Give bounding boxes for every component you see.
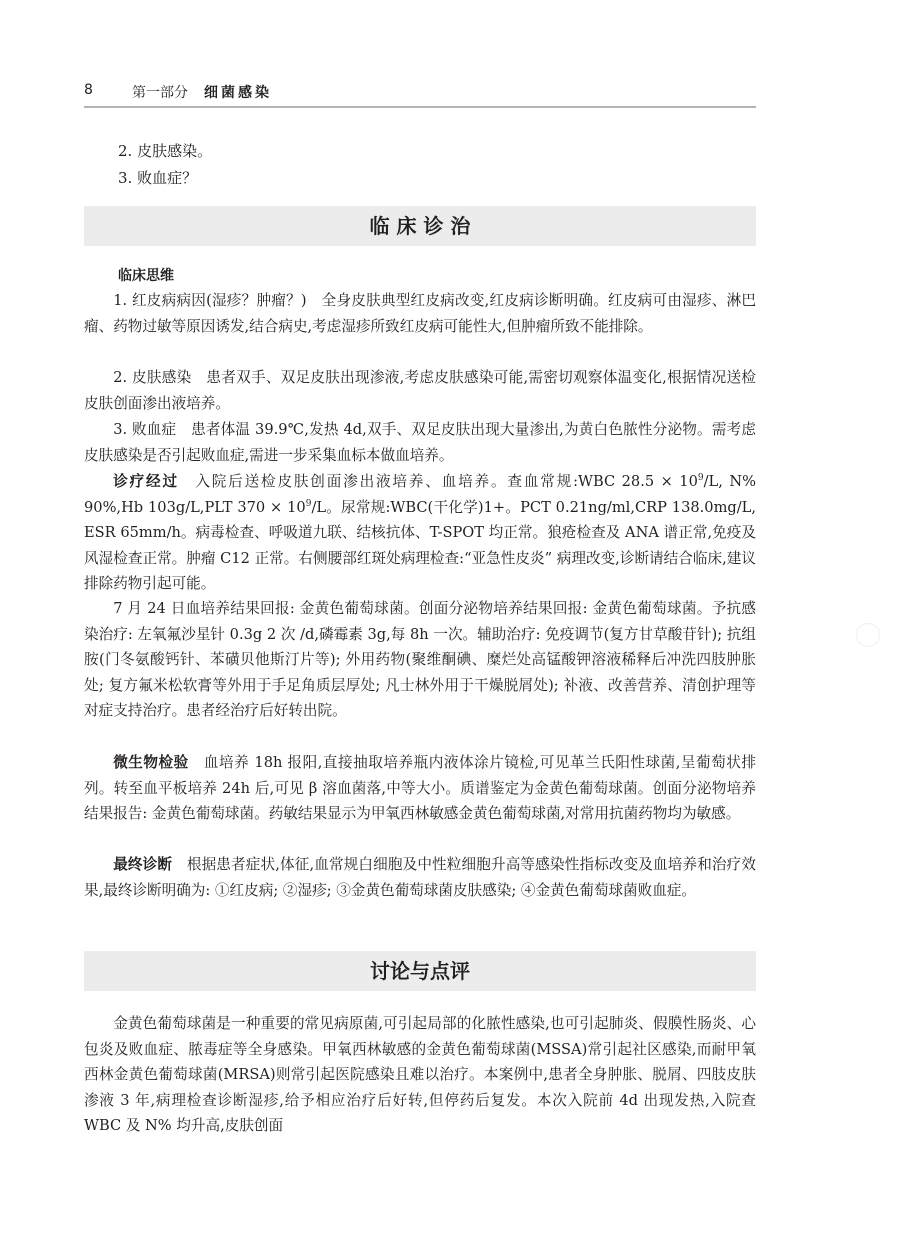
paragraph: 7 月 24 日血培养结果回报: 金黄色葡萄球菌。创面分泌物培养结果回报: 金黄色葡萄球菌。予抗感染治疗: 左氧氟沙星针 0.3g 2 次 /d,磷霉素 3g,每 8h 一次。辅助治疗: 免疫调节(复方甘草酸苷针); 抗组胺(门冬氨酸钙针、苯磺贝他斯汀片等); 外用药物(聚维酮碘、糜烂处高锰酸钾溶液稀释后冲洗四肢肿胀处; 复方氟米松软膏等外用于手足角质层厚处; 凡士林外用于干燥脱屑处); 补液、改善营养、清创护理等对症支持治疗。患者经治疗后好转出院。 — [84, 600, 756, 720]
diagnosis-item: 2. 皮肤感染。 — [118, 142, 213, 160]
paragraph: 金黄色葡萄球菌是一种重要的常见病原菌,可引起局部的化脓性感染,也可引起肺炎、假膜性肠炎、心包炎及败血症、脓毒症等全身感染。甲氧西林敏感的金黄色葡萄球菌(MSSA)常引起社区感染,而耐甲氧西林金黄色葡萄球菌(MRSA)则常引起医院感染且难以治疗。本案例中,患者全身肿胀、脱屑、四肢皮肤渗液 3 年,病理检查诊断湿疹,给予相应治疗后好转,但停药后复发。本次入院前 4d 出现发热,入院查 WBC 及 N% 均升高,皮肤创面 — [84, 1015, 756, 1135]
micro-text: 血培养 18h 报阳,直接抽取培养瓶内液体涂片镜检,可见革兰氏阳性球菌,呈葡萄状排列。转至血平板培养 24h 后,可见 β 溶血菌落,中等大小。质谱鉴定为金黄色葡萄球菌。创面分泌物培养结果报告: 金黄色葡萄球菌。药敏结果显示为甲氧西林敏感金黄色葡萄球菌,对常用抗菌药物均为敏感。 — [84, 754, 756, 823]
section-label: 细菌感染 — [204, 85, 272, 101]
paragraph: 2. 皮肤感染 患者双手、双足皮肤出现渗液,考虑皮肤感染可能,需密切观察体温变化,根据情况送检皮肤创面渗出液培养。 — [84, 369, 756, 412]
final-text: 根据患者症状,体征,血常规白细胞及中性粒细胞升高等感染性指标改变及血培养和治疗效果,最终诊断明确为: ①红皮病; ②湿疹; ③金黄色葡萄球菌皮肤感染; ④金黄色葡萄球菌败血症。 — [84, 856, 756, 899]
micro-label: 微生物检验 — [113, 754, 189, 771]
paragraph: 3. 败血症 患者体温 39.9℃,发热 4d,双手、双足皮肤出现大量渗出,为黄白色脓性分泌物。需考虑皮肤感染是否引起败血症,需进一步采集血标本做血培养。 — [84, 421, 756, 464]
page-number: 8 — [84, 82, 93, 98]
running-header — [84, 80, 756, 104]
treatment-text: /L, N% 90%,Hb 103g/L,PLT 370 × 10 — [84, 473, 756, 516]
treatment-label: 诊疗经过 — [113, 473, 179, 490]
treatment-text: 入院后送检皮肤创面渗出液培养、血培养。查血常规:WBC 28.5 × 10 — [178, 473, 698, 490]
superscript: 9 — [697, 473, 704, 484]
paragraph-final — [84, 852, 756, 903]
watermark-icon — [856, 623, 880, 647]
final-label: 最终诊断 — [113, 856, 173, 873]
treatment-text: /L。尿常规:WBC(干化学)1+。PCT 0.21ng/ml,CRP 138.0mg/L, ESR 65mm/h。病毒检查、呼吸道九联、结核抗体、T-SPOT 均正常。狼疮检查及 ANA 谱正常,免疫及风湿检查正常。肿瘤 C12 正常。右侧腰部红斑处病理检查:“亚急性皮炎” 病理改变,诊断请结合临床,建议排除药物引起可能。 — [84, 498, 756, 593]
subheading-clinical-thinking: 临床思维 — [118, 268, 174, 284]
section-heading-clinical: 临 床 诊 治 — [84, 206, 756, 246]
paragraph: 1. 红皮病病因(湿疹？肿瘤？) 全身皮肤典型红皮病改变,红皮病诊断明确。红皮病可由湿疹、淋巴瘤、药物过敏等原因诱发,结合病史,考虑湿疹所致红皮病可能性大,但肿瘤所致不能排除。 — [84, 292, 756, 335]
part-label: 第一部分 — [132, 85, 188, 101]
header-rule — [84, 106, 756, 108]
diagnosis-item: 3. 败血症？ — [118, 169, 198, 187]
superscript: 9 — [305, 498, 312, 509]
section-heading-discussion: 讨论与点评 — [84, 951, 756, 991]
paragraph-micro — [84, 750, 756, 827]
paragraph-treatment — [84, 469, 756, 597]
